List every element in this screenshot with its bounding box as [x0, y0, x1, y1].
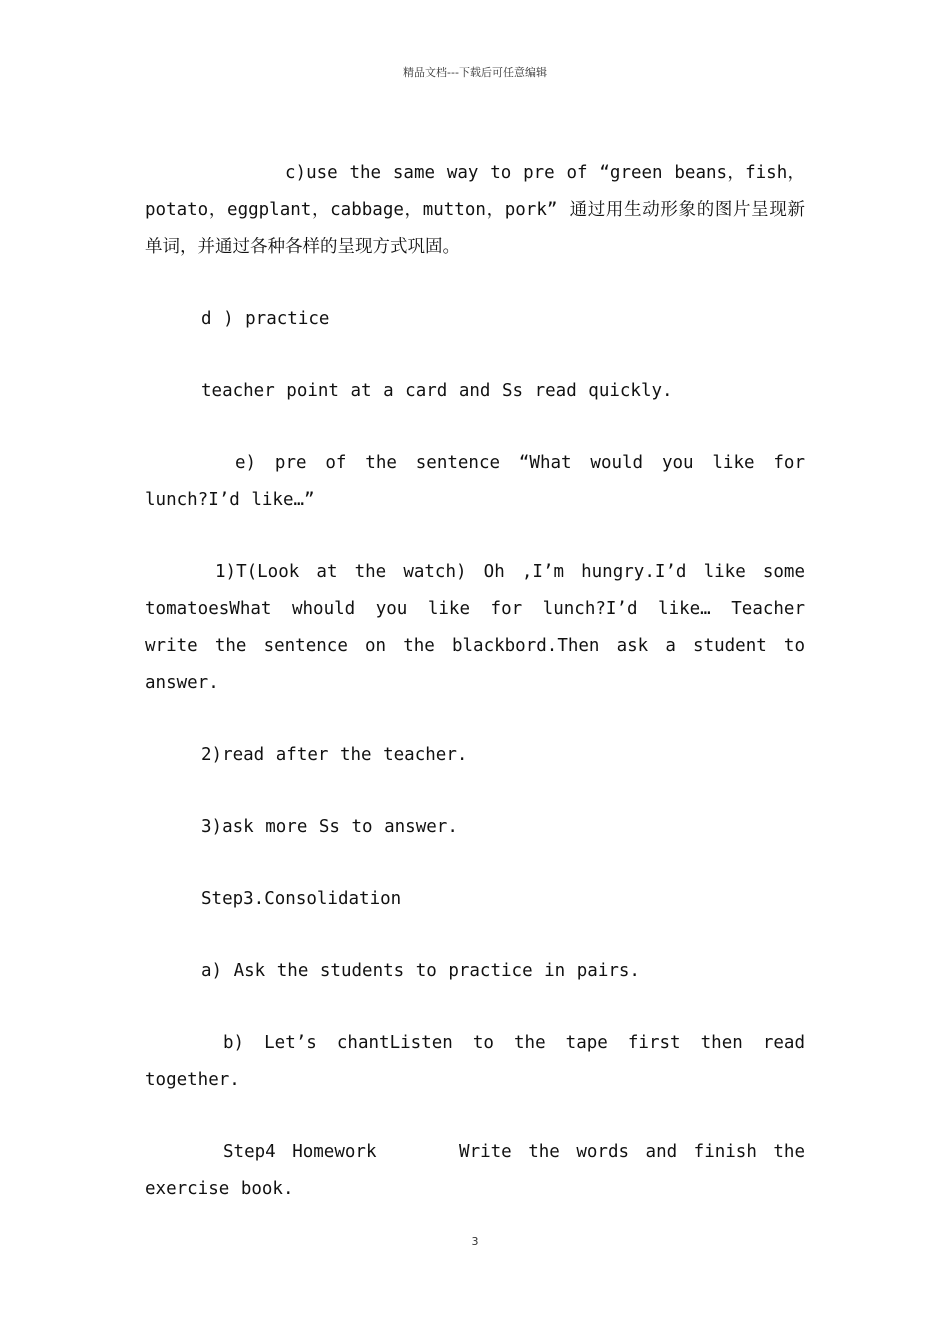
paragraph-step-3: 3)ask more Ss to answer.: [201, 817, 458, 837]
paragraph-c-presentation: c)use the same way to pre of “green beans，fish，potato，eggplant，cabbage，mutton，pork” 通过用生动形象的图片呈现新单词，并通过各种各样的呈现方式巩固。: [145, 163, 805, 257]
paragraph-consolidation-b: b) Let’s chantListen to the tape first then read together.: [145, 1033, 805, 1090]
document-body: [145, 155, 817, 1243]
paragraph-step-1: 1)T(Look at the watch) Oh ,I’m hungry.I’d like some tomatoesWhat whould you like for lunch?I’d like… Teacher write the sentence on the blackbord.Then ask a student to answer.: [145, 562, 805, 693]
paragraph-homework: Step4 Homework Write the words and finish the exercise book.: [145, 1142, 817, 1199]
paragraph-e-sentence: e) pre of the sentence “What would you like for lunch?I’d like…”: [145, 453, 805, 510]
paragraph-consolidation-heading: Step3.Consolidation: [201, 889, 402, 909]
page-number: 3: [471, 1235, 479, 1248]
paragraph-consolidation-a: a) Ask the students to practice in pairs.: [201, 961, 640, 981]
paragraph-d-practice: d ) practice: [201, 309, 330, 329]
paragraph-step-2: 2)read after the teacher.: [201, 745, 468, 765]
page-header: 精品文档---下载后可任意编辑: [403, 66, 547, 79]
paragraph-teacher-point: teacher point at a card and Ss read quickly.: [201, 381, 673, 401]
